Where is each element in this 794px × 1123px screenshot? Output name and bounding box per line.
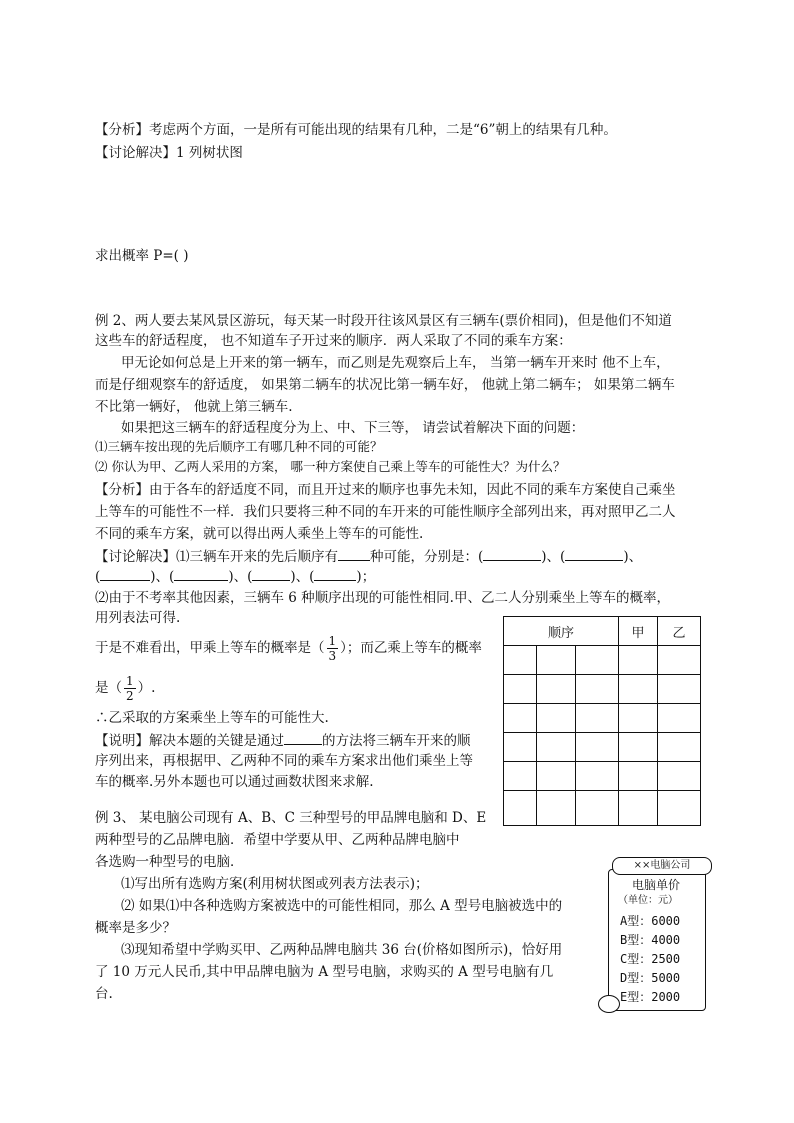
price-card-title: 电脑单价 <box>632 878 681 892</box>
table-header-jia: 甲 <box>619 617 658 646</box>
example2-analysis-2: 上等车的可能性不一样．我们只要将三种不同的车开来的可能性顺序全部列出来，再对照甲乙二人 <box>95 504 676 520</box>
table-cell[interactable] <box>537 704 576 733</box>
example2-line-2: 这些车的舒适程度， 也不知道车子开过来的顺序．两人采取了不同的乘车方案： <box>95 333 572 349</box>
table-cell[interactable] <box>537 646 576 675</box>
table-cell[interactable] <box>537 762 576 791</box>
table-cell[interactable] <box>504 762 537 791</box>
example3-line-2: 两种型号的乙品牌电脑．希望中学要从甲、乙两种品牌电脑中 <box>95 832 460 848</box>
example2-note-3: 车的概率.另外本题也可以通过画数状图来求解. <box>95 774 374 790</box>
answer-blank[interactable] <box>483 546 541 561</box>
example2-discussion-4: 用列表法可得. <box>95 610 181 626</box>
table-cell[interactable] <box>576 704 619 733</box>
order-table <box>503 616 701 826</box>
example3-line-1: 例 3、 某电脑公司现有 A、B、C 三种型号的甲品牌电脑和 D、E <box>95 810 487 826</box>
table-cell[interactable] <box>658 762 701 791</box>
answer-blank[interactable] <box>252 566 290 581</box>
fraction-one-third: $\frac{1}{3}$ <box>328 634 337 663</box>
scroll-curl-icon <box>598 995 620 1013</box>
table-row <box>504 617 701 646</box>
price-row: D型：5000 <box>620 971 681 985</box>
analysis-line: 【分析】考虑两个方面，一是所有可能出现的结果有几种，二是“6”朝上的结果有几种。 <box>95 122 617 138</box>
example2-line-3: 甲无论如何总是上开来的第一辆车，而乙则是先观察后上车， 当第一辆车开来时 他不上车， <box>121 355 670 371</box>
price-row: E型：2000 <box>620 990 681 1004</box>
table-cell[interactable] <box>537 733 576 762</box>
example2-line-4: 而是仔细观察车的舒适度， 如果第二辆车的状况比第一辆车好， 他就上第二辆车； 如果第二辆车 <box>95 377 675 393</box>
answer-blank[interactable] <box>565 546 623 561</box>
answer-blank[interactable] <box>100 566 150 581</box>
price-card-header: ××电脑公司 <box>612 857 712 875</box>
table-row <box>504 704 701 733</box>
table-cell[interactable] <box>576 791 619 826</box>
table-header-order: 顺序 <box>504 617 619 646</box>
example3-line-3: 各选购一种型号的电脑． <box>95 854 244 870</box>
table-cell[interactable] <box>576 646 619 675</box>
price-card-unit: （单位：元） <box>618 895 678 906</box>
table-cell[interactable] <box>504 704 537 733</box>
table-row <box>504 733 701 762</box>
table-cell[interactable] <box>619 704 658 733</box>
table-cell[interactable] <box>504 791 537 826</box>
fraction-one-half: $\frac{1}{2}$ <box>126 674 134 703</box>
table-cell[interactable] <box>619 791 658 826</box>
answer-blank[interactable] <box>284 730 322 745</box>
table-cell[interactable] <box>619 733 658 762</box>
example2-note-2: 序列出来，再根据甲、乙两种不同的乘车方案求出他们乘坐上等 <box>95 753 473 769</box>
example2-question-2: ⑵ 你认为甲、乙两人采用的方案， 哪一种方案使自己乘上等车的可能性大？为什么？ <box>95 459 566 474</box>
price-row: C型：2500 <box>620 952 681 966</box>
example3-question-1: ⑴写出所有选购方案(利用树状图或列表方法表示)； <box>121 876 429 892</box>
table-header-yi: 乙 <box>658 617 701 646</box>
price-row: A型：6000 <box>620 914 681 928</box>
table-cell[interactable] <box>658 791 701 826</box>
example2-question-1: ⑴三辆车按出现的先后顺序工有哪几种不同的可能？ <box>95 439 383 454</box>
table-cell[interactable] <box>537 675 576 704</box>
table-row <box>504 762 701 791</box>
table-cell[interactable] <box>537 791 576 826</box>
table-cell[interactable] <box>576 762 619 791</box>
example2-line-6: 如果把这三辆车的舒适程度分为上、中、下三等， 请尝试着解决下面的问题： <box>121 420 585 436</box>
example2-note-1: 【说明】解决本题的关键是通过 的方法将三辆车开来的顺 <box>95 730 471 751</box>
example2-analysis-3: 不同的乘车方案，就可以得出两人乘坐上等车的可能性. <box>95 526 424 542</box>
table-cell[interactable] <box>658 646 701 675</box>
table-cell[interactable] <box>619 675 658 704</box>
table-cell[interactable] <box>658 704 701 733</box>
example3-question-3a: ⑶现知希望中学购买甲、乙两种品牌电脑共 36 台(价格如图所示)，恰好用 <box>121 942 563 958</box>
example2-discussion-3: ⑵由于不考率其他因素，三辆车 6 种顺序出现的可能性相同.甲、乙二人分别乘坐上等车的概率， <box>95 590 670 606</box>
table-cell[interactable] <box>504 675 537 704</box>
probability-line: 求出概率 P=( ) <box>95 248 189 264</box>
example2-analysis-1: 【分析】由于各车的舒适度不同，而且开过来的顺序也事先未知，因此不同的乘车方案使自己乘坐 <box>95 482 676 498</box>
price-row: B型：4000 <box>620 933 681 947</box>
example3-question-3c: 台. <box>95 986 113 1002</box>
example2-line-1: 例 2、两人要去某风景区游玩，每天某一时段开往该风景区有三辆车(票价相同)，但是他们不知道 <box>95 313 672 329</box>
table-row <box>504 646 701 675</box>
answer-blank[interactable] <box>338 546 370 561</box>
table-cell[interactable] <box>658 675 701 704</box>
answer-blank[interactable] <box>174 566 228 581</box>
table-cell[interactable] <box>576 675 619 704</box>
example3-question-3b: 了 10 万元人民币,其中甲品牌电脑为 A 型号电脑，求购买的 A 型号电脑有几 <box>95 964 554 980</box>
price-card <box>598 855 716 1013</box>
table-cell[interactable] <box>658 733 701 762</box>
table-cell[interactable] <box>504 733 537 762</box>
table-cell[interactable] <box>504 646 537 675</box>
table-cell[interactable] <box>619 762 658 791</box>
example2-discussion-2: ( )、( )、( )、( )； <box>95 566 375 587</box>
example2-line-5: 不比第一辆好， 他就上第三辆车. <box>95 399 293 415</box>
table-row <box>504 791 701 826</box>
table-row <box>504 675 701 704</box>
answer-blank[interactable] <box>314 566 356 581</box>
example2-probability-yi: 是（ $\frac{1}{2}$ ）. <box>95 674 156 703</box>
table-cell[interactable] <box>576 733 619 762</box>
example3-question-2a: ⑵ 如果⑴中各种选购方案被选中的可能性相同，那么 A 型号电脑被选中的 <box>121 898 563 914</box>
table-cell[interactable] <box>619 646 658 675</box>
discussion-line: 【讨论解决】1 列树状图 <box>95 145 243 161</box>
example3-question-2b: 概率是多少？ <box>95 920 176 936</box>
example2-probability-jia: 于是不难看出，甲乘上等车的概率是（ $\frac{1}{3}$ ）；而乙乘上等车的概率 <box>95 634 482 663</box>
example2-discussion-1: 【讨论解决】⑴三辆车开来的先后顺序有 种可能，分别是：( )、( )、 <box>95 546 642 567</box>
example2-conclusion: ∴乙采取的方案乘坐上等车的可能性大. <box>95 710 329 726</box>
